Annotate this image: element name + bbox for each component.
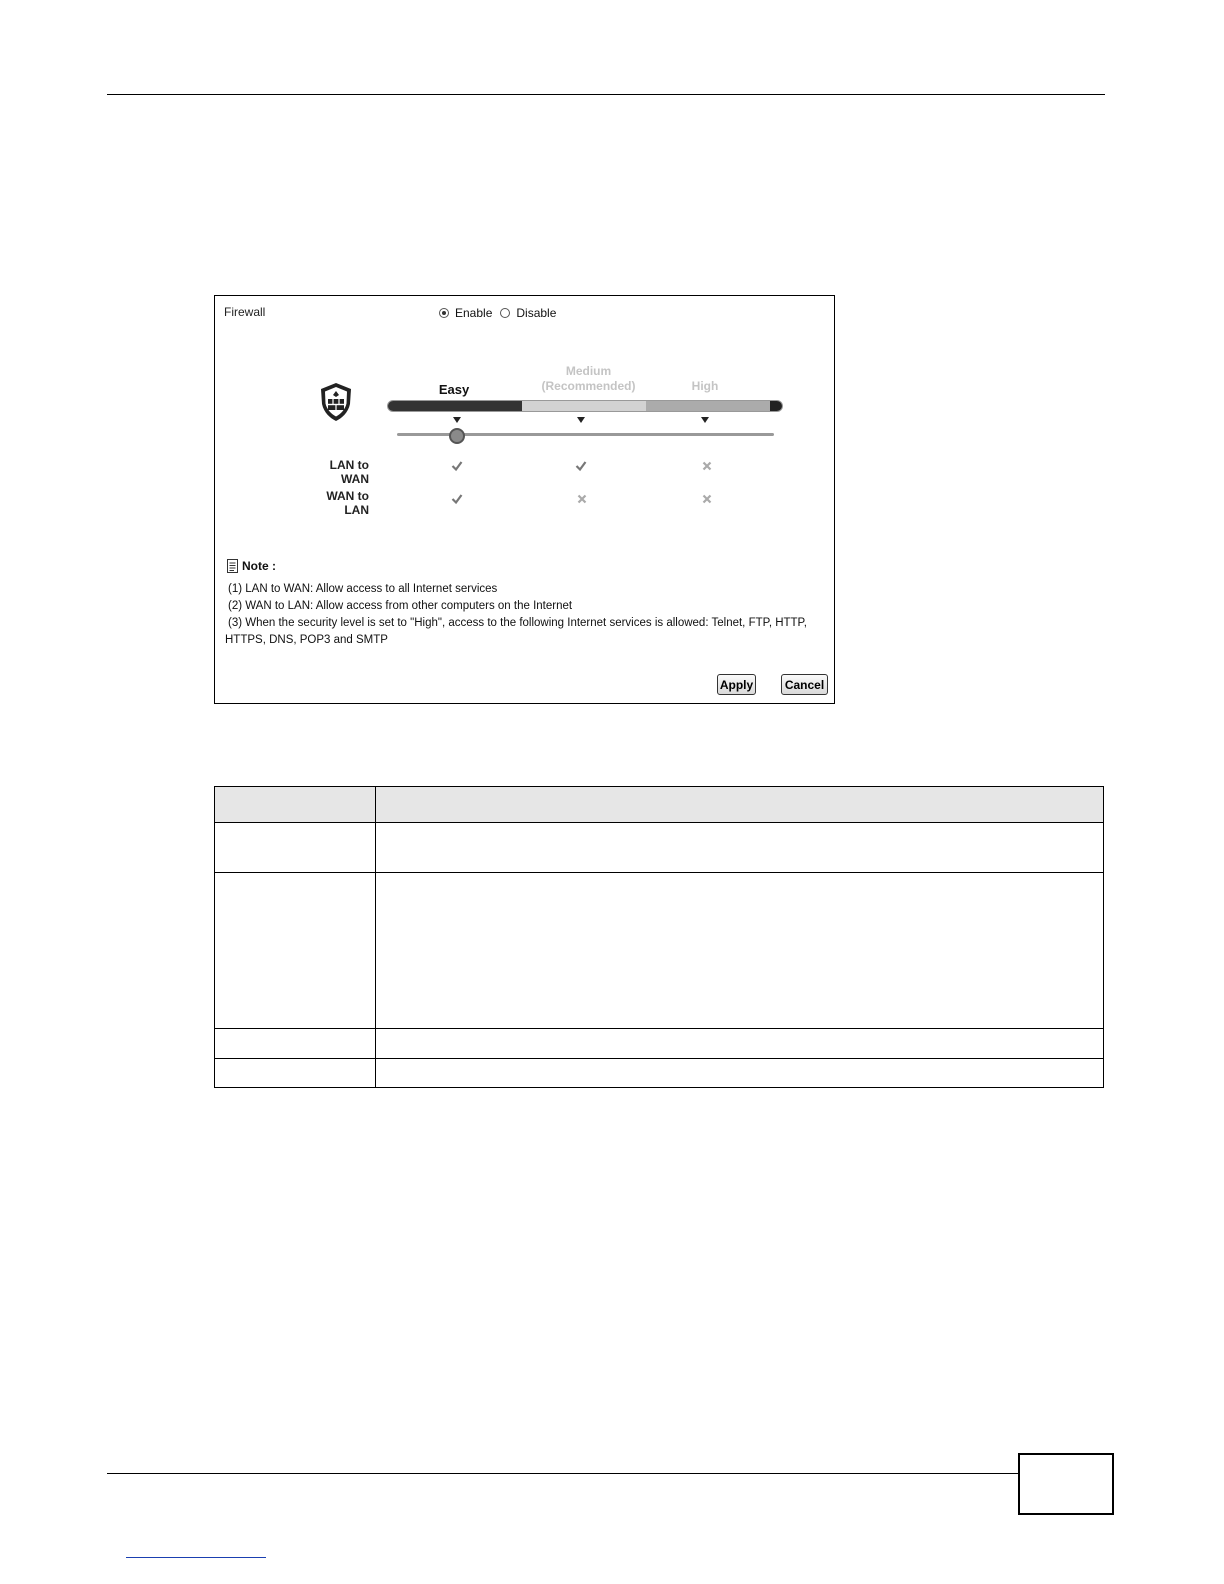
footer-rule [107, 1473, 1019, 1474]
note-heading [227, 559, 276, 573]
cancel-button[interactable]: Cancel [781, 674, 828, 695]
security-level-slider-handle[interactable] [449, 428, 465, 444]
level-high-label[interactable]: High [691, 379, 719, 393]
note-title: Note : [242, 559, 276, 573]
level-medium-line1: Medium [565, 364, 612, 378]
table-header-cell [376, 787, 1104, 823]
check-icon [451, 493, 463, 505]
check-icon [451, 460, 463, 472]
table-row [215, 823, 1104, 873]
note-line-4: HTTPS, DNS, POP3 and SMTP [225, 634, 388, 646]
security-level-bar [387, 400, 783, 412]
enable-radio[interactable] [439, 308, 449, 318]
page-number-box [1018, 1453, 1114, 1515]
bar-end-cap [770, 401, 783, 411]
note-line-2: (2) WAN to LAN: Allow access from other computers on the Internet [228, 600, 573, 612]
row-label-wan-to-lan: WAN to LAN [326, 489, 369, 517]
firewall-toggle [439, 306, 564, 320]
note-line-3: (3) When the security level is set to "High", access to the following Internet services is allowed: Telnet, FTP, HTTP, [228, 617, 807, 629]
tick-medium-icon [577, 417, 585, 423]
tick-high-icon [701, 417, 709, 423]
table-cell [215, 1029, 376, 1059]
footer-link-underline[interactable] [126, 1557, 266, 1558]
note-line-1: (1) LAN to WAN: Allow access to all Internet services [228, 583, 498, 595]
table-cell [215, 873, 376, 1029]
tick-easy-icon [453, 417, 461, 423]
cross-icon [576, 493, 588, 505]
shield-icon [319, 382, 353, 422]
field-description-table [214, 786, 1104, 1088]
disable-radio-label: Disable [516, 306, 557, 320]
cross-icon [701, 493, 713, 505]
level-medium-label[interactable] [531, 364, 646, 394]
table-cell [215, 1059, 376, 1088]
table-cell [376, 873, 1104, 1029]
table-row [215, 873, 1104, 1029]
firewall-screenshot [214, 295, 835, 704]
header-rule [107, 94, 1105, 95]
firewall-label: Firewall [224, 305, 266, 319]
cross-icon [701, 460, 713, 472]
disable-radio[interactable] [500, 308, 510, 318]
level-medium-line2: (Recommended) [541, 379, 636, 393]
table-header-row [215, 787, 1104, 823]
table-cell [376, 1029, 1104, 1059]
bar-segment-high [646, 401, 770, 411]
check-icon [575, 460, 587, 472]
apply-button[interactable]: Apply [717, 674, 756, 695]
note-icon [227, 559, 238, 573]
table-row [215, 1059, 1104, 1088]
enable-radio-label: Enable [455, 306, 493, 320]
bar-segment-medium [522, 401, 646, 411]
table-cell [215, 823, 376, 873]
row-label-lan-to-wan: LAN to WAN [329, 458, 369, 486]
table-cell [376, 823, 1104, 873]
table-cell [376, 1059, 1104, 1088]
level-easy-label[interactable]: Easy [438, 382, 470, 397]
table-header-cell [215, 787, 376, 823]
bar-segment-easy [388, 401, 522, 411]
table-row [215, 1029, 1104, 1059]
